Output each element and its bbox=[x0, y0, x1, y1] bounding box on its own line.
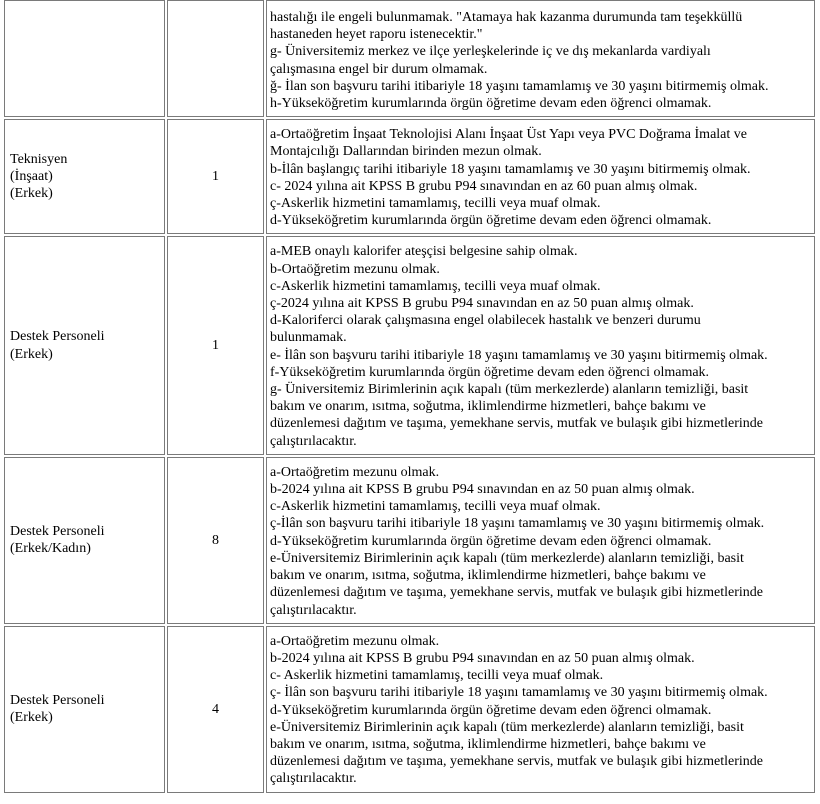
position-title-cell bbox=[4, 119, 165, 234]
position-count-cell bbox=[167, 0, 264, 117]
requirement-line: a-Ortaöğretim İnşaat Teknolojisi Alanı İnşaat Üst Yapı veya PVC Doğrama İmalat ve bbox=[270, 127, 747, 143]
position-count-cell: 1 bbox=[167, 119, 264, 234]
position-title-line: Destek Personeli bbox=[10, 524, 105, 540]
position-count-cell: 4 bbox=[167, 626, 264, 793]
requirement-line: g- Üniversitemiz Birimlerinin açık kapalı (tüm merkezlerde) alanların temizliği, basit bbox=[270, 382, 749, 398]
requirement-line: bakım ve onarım, ısıtma, soğutma, iklimlendirme hizmetleri, bahçe bakımı ve bbox=[270, 568, 706, 584]
table-row bbox=[4, 119, 815, 234]
position-title-cell bbox=[4, 236, 165, 454]
position-title-line: (Erkek) bbox=[10, 710, 53, 726]
requirement-line: b-2024 yılına ait KPSS B grubu P94 sınavından en az 50 puan almış olmak. bbox=[270, 482, 695, 498]
position-count-cell: 1 bbox=[167, 236, 264, 454]
requirement-line: ç-Askerlik hizmetini tamamlamış, tecilli veya muaf olmak. bbox=[270, 196, 601, 212]
requirements-cell bbox=[266, 0, 815, 117]
requirement-line: d-Yükseköğretim kurumlarında örgün öğretime devam eden öğrenci olmamak. bbox=[270, 533, 712, 549]
requirement-line: c-Askerlik hizmetini tamamlamış, tecilli veya muaf olmak. bbox=[270, 499, 601, 515]
requirement-line: c-Askerlik hizmetini tamamlamış, tecilli veya muaf olmak. bbox=[270, 278, 601, 294]
requirement-line: Montajcılığı Dallarından birinden mezun olmak. bbox=[270, 144, 542, 160]
requirement-line: hastalığı ile engeli bulunmamak. "Atamaya hak kazanma durumunda tam teşekküllü bbox=[270, 10, 743, 25]
position-title-line: (Erkek) bbox=[10, 186, 53, 202]
requirement-line: b-Ortaöğretim mezunu olmak. bbox=[270, 261, 440, 277]
position-title-line: (İnşaat) bbox=[10, 169, 53, 185]
requirement-line: düzenlemesi dağıtım ve taşıma, yemekhane servis, mutfak ve bulaşık gibi hizmetlerinde bbox=[270, 754, 763, 770]
requirement-line: d-Kaloriferci olarak çalışmasına engel olabilecek hastalık ve benzeri durumu bbox=[270, 313, 701, 329]
requirement-line: e-Üniversitemiz Birimlerinin açık kapalı (tüm merkezlerde) alanların temizliği, basit bbox=[270, 550, 744, 566]
table-body bbox=[4, 0, 815, 793]
requirement-line: düzenlemesi dağıtım ve taşıma, yemekhane servis, mutfak ve bulaşık gibi hizmetlerinde bbox=[270, 416, 763, 432]
requirement-line: e- İlân son başvuru tarihi itibariyle 18 yaşını tamamlamış ve 30 yaşını bitirmemiş olmak. bbox=[270, 347, 768, 363]
requirement-line: c- Askerlik hizmetini tamamlamış, tecilli veya muaf olmak. bbox=[270, 668, 604, 684]
position-title-line: Teknisyen bbox=[10, 152, 68, 168]
requirement-line: bakım ve onarım, ısıtma, soğutma, iklimlendirme hizmetleri, bahçe bakımı ve bbox=[270, 736, 706, 752]
table-row bbox=[4, 236, 815, 454]
table-row bbox=[4, 0, 815, 117]
requirement-line: hastaneden heyet raporu istenecektir." bbox=[270, 27, 483, 43]
requirement-line: b-2024 yılına ait KPSS B grubu P94 sınavından en az 50 puan almış olmak. bbox=[270, 650, 695, 666]
position-count-cell: 8 bbox=[167, 457, 264, 624]
requirements-cell bbox=[266, 457, 815, 624]
requirements-cell bbox=[266, 236, 815, 454]
position-title-cell bbox=[4, 626, 165, 793]
requirement-line: g- Üniversitemiz merkez ve ilçe yerleşkelerinde iç ve dış mekanlarda vardiyalı bbox=[270, 44, 711, 60]
requirement-line: e-Üniversitemiz Birimlerinin açık kapalı (tüm merkezlerde) alanların temizliği, basit bbox=[270, 719, 744, 735]
requirement-line: c- 2024 yılına ait KPSS B grubu P94 sınavından en az 60 puan almış olmak. bbox=[270, 178, 698, 194]
requirement-line: d-Yükseköğretim kurumlarında örgün öğretime devam eden öğrenci olmamak. bbox=[270, 213, 712, 229]
position-title-cell bbox=[4, 457, 165, 624]
position-title-cell bbox=[4, 0, 165, 117]
requirement-line: d-Yükseköğretim kurumlarında örgün öğretime devam eden öğrenci olmamak. bbox=[270, 702, 712, 718]
requirement-line: ç- İlân son başvuru tarihi itibariyle 18 yaşını tamamlamış ve 30 yaşını bitirmemiş olmak. bbox=[270, 685, 768, 701]
requirement-line: a-Ortaöğretim mezunu olmak. bbox=[270, 633, 440, 649]
requirement-line: f-Yükseköğretim kurumlarında örgün öğretime devam eden öğrenci olmamak. bbox=[270, 364, 710, 380]
requirement-line: a-MEB onaylı kalorifer ateşçisi belgesine sahip olmak. bbox=[270, 244, 578, 260]
requirement-line: çalıştırılacaktır. bbox=[270, 771, 357, 787]
requirement-line: çalıştırılacaktır. bbox=[270, 433, 357, 449]
requirement-line: ç-2024 yılına ait KPSS B grubu P94 sınavından en az 50 puan almış olmak. bbox=[270, 296, 694, 312]
requirement-line: bulunmamak. bbox=[270, 330, 347, 346]
requirement-line: ç-İlân son başvuru tarihi itibariyle 18 yaşını tamamlamış ve 30 yaşını bitirmemiş olmak. bbox=[270, 516, 765, 532]
requirement-line: çalıştırılacaktır. bbox=[270, 602, 357, 618]
requirement-line: a-Ortaöğretim mezunu olmak. bbox=[270, 464, 440, 480]
position-title-line: Destek Personeli bbox=[10, 329, 105, 345]
requirement-line: h-Yükseköğretim kurumlarında örgün öğretime devam eden öğrenci olmamak. bbox=[270, 96, 712, 112]
position-title-line: (Erkek) bbox=[10, 346, 53, 362]
table-row bbox=[4, 457, 815, 624]
requirement-line: bakım ve onarım, ısıtma, soğutma, iklimlendirme hizmetleri, bahçe bakımı ve bbox=[270, 399, 706, 415]
position-title-line: (Erkek/Kadın) bbox=[10, 541, 91, 557]
requirement-line: çalışmasına engel bir durum olmamak. bbox=[270, 61, 488, 77]
table-row bbox=[4, 626, 815, 793]
requirement-line: b-İlân başlangıç tarihi itibariyle 18 yaşını tamamlamış ve 30 yaşını bitirmemiş olmak. bbox=[270, 161, 751, 177]
position-requirements-table bbox=[2, 0, 817, 795]
requirement-line: ğ- İlan son başvuru tarihi itibariyle 18 yaşını tamamlamış ve 30 yaşını bitirmemiş olmak. bbox=[270, 78, 769, 94]
position-title-line: Destek Personeli bbox=[10, 692, 105, 708]
requirements-cell bbox=[266, 119, 815, 234]
requirements-cell bbox=[266, 626, 815, 793]
requirement-line: düzenlemesi dağıtım ve taşıma, yemekhane servis, mutfak ve bulaşık gibi hizmetlerinde bbox=[270, 585, 763, 601]
